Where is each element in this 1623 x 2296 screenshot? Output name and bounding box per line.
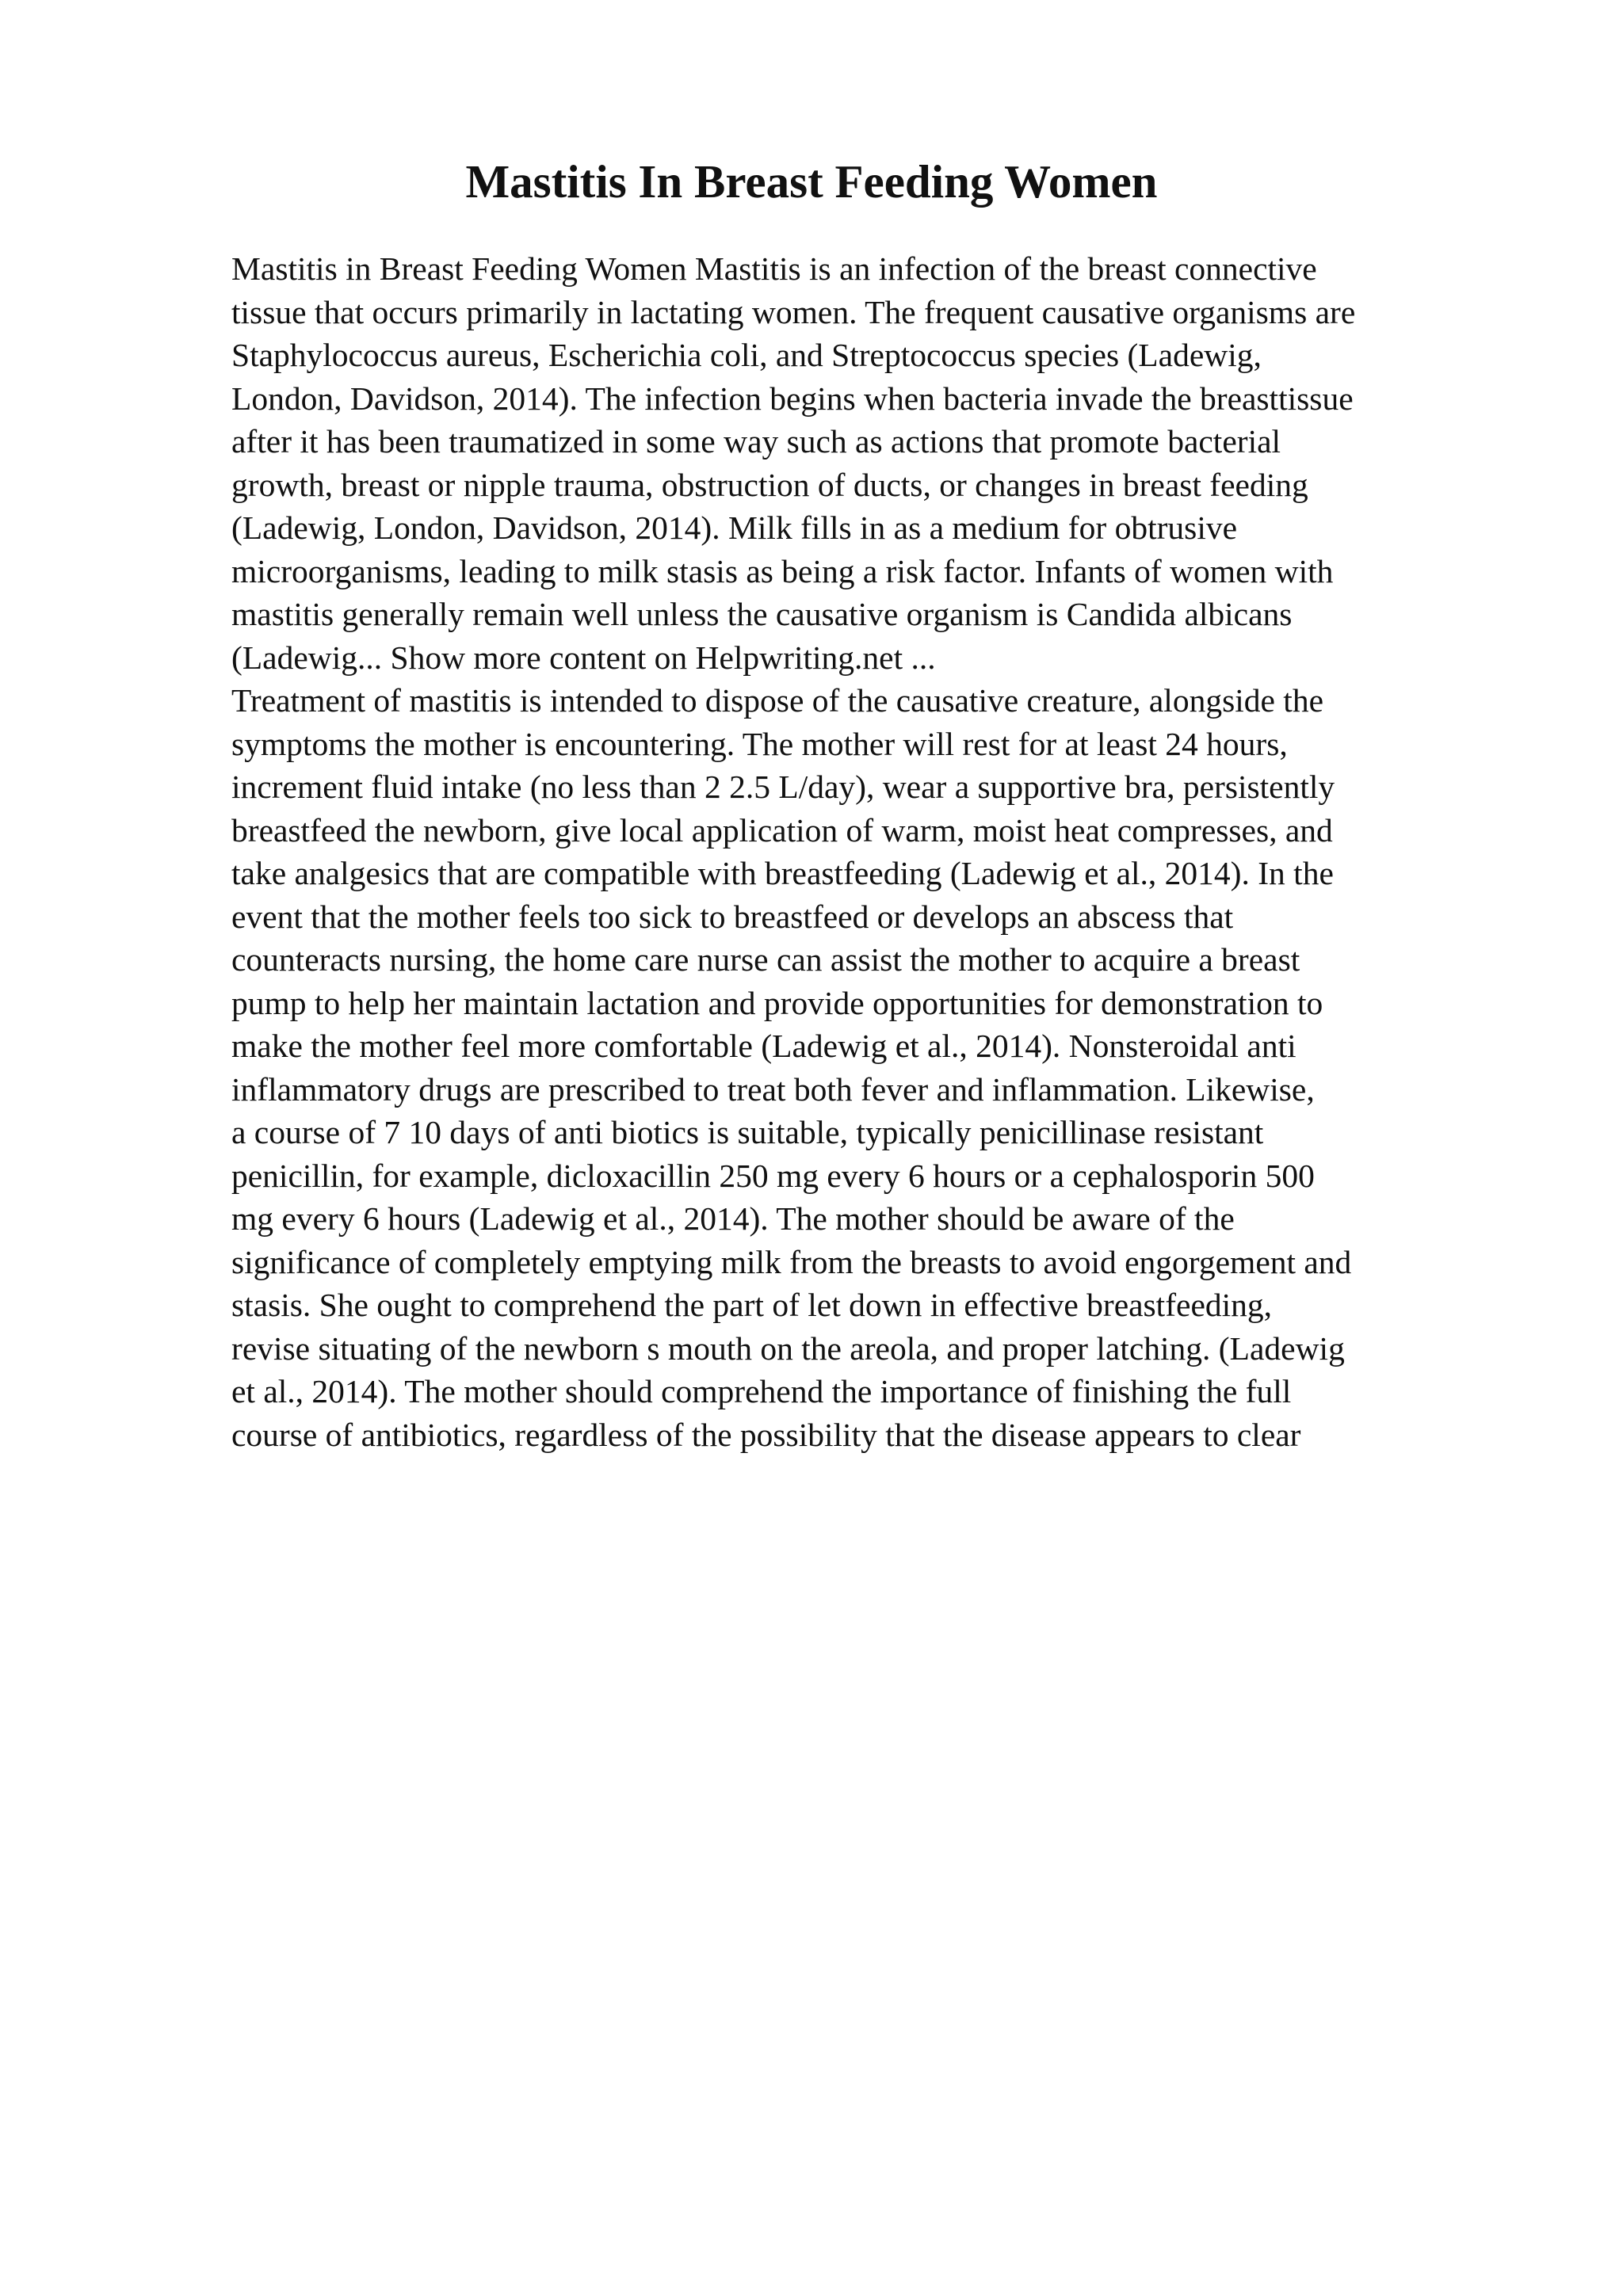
body-line: a course of 7 10 days of anti biotics is suitable, typically penicillinase resistant xyxy=(231,1114,1264,1150)
body-line: London, Davidson, 2014). The infection begins when bacteria invade the breasttissue xyxy=(231,379,1354,417)
body-line: (Ladewig, London, Davidson, 2014). Milk fills in as a medium for obtrusive xyxy=(231,509,1238,546)
document-title: Mastitis In Breast Feeding Women xyxy=(465,155,1158,208)
body-line: stasis. She ought to comprehend the part of let down in effective breastfeeding, xyxy=(231,1287,1273,1323)
body-line: significance of completely emptying milk from the breasts to avoid engorgement and xyxy=(231,1243,1352,1280)
body-line: take analgesics that are compatible with breastfeeding (Ladewig et al., 2014). In the xyxy=(231,855,1334,891)
body-line: (Ladewig... Show more content on Helpwriting.net ... xyxy=(231,639,936,676)
body-line: Staphylococcus aureus, Escherichia coli, and Streptococcus species (Ladewig, xyxy=(231,337,1262,373)
body-line: inflammatory drugs are prescribed to treat both fever and inflammation. Likewise, xyxy=(231,1070,1315,1108)
body-line: microorganisms, leading to milk stasis as being a risk factor. Infants of women with xyxy=(231,552,1334,589)
body-line: mastitis generally remain well unless the causative organism is Candida albicans xyxy=(231,596,1293,632)
body-line: event that the mother feels too sick to breastfeed or develops an abscess that xyxy=(231,898,1234,935)
document-body xyxy=(231,247,1579,1456)
body-line: mg every 6 hours (Ladewig et al., 2014). The mother should be aware of the xyxy=(231,1200,1235,1237)
body-line: revise situating of the newborn s mouth on the areola, and proper latching. (Ladewig xyxy=(231,1329,1345,1367)
body-line: symptoms the mother is encountering. The mother will rest for at least 24 hours, xyxy=(231,725,1288,762)
body-line: tissue that occurs primarily in lactating women. The frequent causative organisms are xyxy=(231,293,1356,330)
body-line: breastfeed the newborn, give local application of warm, moist heat compresses, and xyxy=(231,811,1333,849)
body-line: Treatment of mastitis is intended to dispose of the causative creature, alongside the xyxy=(231,682,1323,719)
body-line: et al., 2014). The mother should comprehend the importance of finishing the full xyxy=(231,1373,1292,1409)
body-line: increment fluid intake (no less than 2 2.5 L/day), wear a supportive bra, persistently xyxy=(231,769,1335,805)
body-line: growth, breast or nipple trauma, obstruction of ducts, or changes in breast feeding xyxy=(231,466,1308,503)
body-line: pump to help her maintain lactation and provide opportunities for demonstration to xyxy=(231,984,1323,1021)
body-line: Mastitis in Breast Feeding Women Mastitis is an infection of the breast connective xyxy=(231,250,1317,287)
body-line: after it has been traumatized in some way such as actions that promote bacterial xyxy=(231,423,1281,460)
body-line: counteracts nursing, the home care nurse can assist the mother to acquire a breast xyxy=(231,941,1300,978)
body-line: course of antibiotics, regardless of the possibility that the disease appears to clear xyxy=(231,1416,1301,1453)
body-line: make the mother feel more comfortable (Ladewig et al., 2014). Nonsteroidal anti xyxy=(231,1028,1296,1064)
body-line: penicillin, for example, dicloxacillin 250 mg every 6 hours or a cephalosporin 500 xyxy=(231,1157,1315,1194)
